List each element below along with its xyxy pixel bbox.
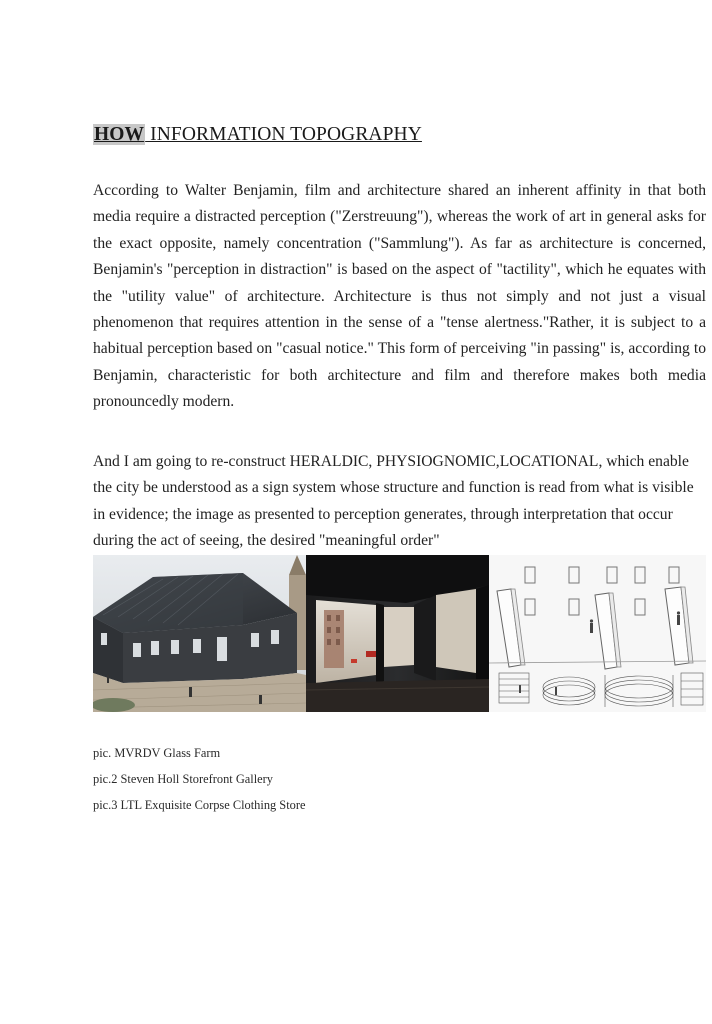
caption-glass-farm: pic. MVRDV Glass Farm (93, 746, 221, 760)
clothing-store-drawing (489, 555, 706, 712)
storefront-gallery-photo (306, 555, 489, 712)
paragraph-reconstruct: And I am going to re-construct HERALDIC, PHYSIOGNOMIC,LOCATIONAL, which enable the city be understood as a sign system whose structure and function is read from what is visible in evidence; the image as presented to perception generates, through interpretation that occur during the act of seeing, the desired "meaningful order" (93, 453, 694, 550)
title-highlight: HOW (94, 124, 145, 145)
paragraph-benjamin: According to Walter Benjamin, film and architecture shared an inherent affinity in that both media require a distracted perception ("Zerstreuung"), whereas the work of art in general asks for the exact opposite, namely concentration ("Sammlung"). As far as architecture is concerned, Benjamin's "perception in distraction" is based on the aspect of "tactility", which he equates with the "utility value" of architecture. Architecture is thus not simply and not just a visual phenomenon that requires attention in the sense of a "tense alertness."Rather, it is subject to a habitual perception based on "casual notice." This form of perceiving "in passing" is, according to Benjamin, characteristic for both architecture and film and therefore makes both media pronouncedly modern. (93, 182, 706, 411)
glass-farm-photo (93, 555, 306, 712)
caption-storefront-gallery: pic.2 Steven Holl Storefront Gallery (93, 772, 273, 786)
caption-clothing-store: pic.3 LTL Exquisite Corpse Clothing Store (93, 798, 306, 812)
page-title (93, 124, 422, 146)
title-rest: INFORMATION TOPOGRAPHY (145, 124, 422, 145)
photo-strip (93, 555, 706, 712)
